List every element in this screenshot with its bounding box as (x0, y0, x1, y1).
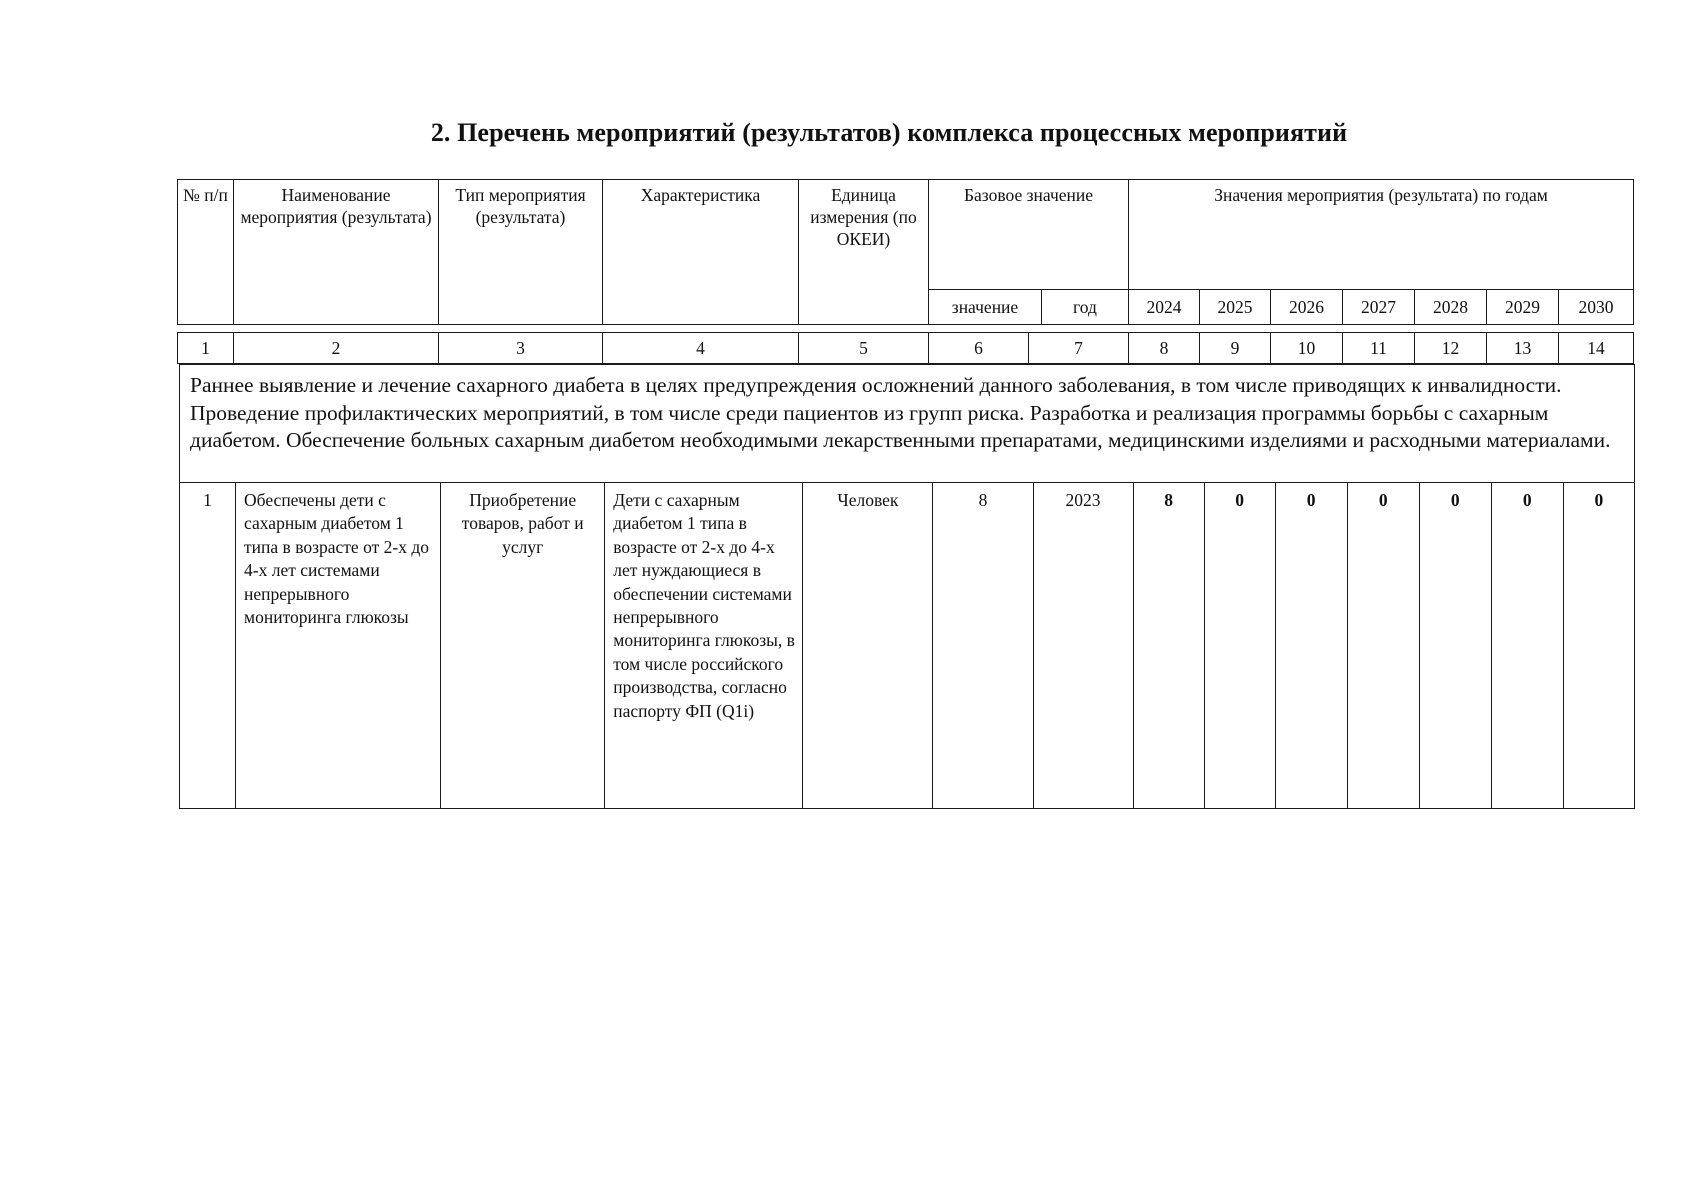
row-value-2025: 0 (1204, 483, 1275, 809)
column-number: 4 (603, 333, 799, 364)
header-base: Базовое значение (929, 180, 1129, 290)
column-numbers-row (177, 332, 1634, 364)
row-base-year: 2023 (1033, 483, 1133, 809)
section-description: Раннее выявление и лечение сахарного диабета в целях предупреждения осложнений данного заболевания, в том числе приводящих к инвалидности. Проведение профилактических мероприятий, в том числе среди пациентов из групп риска. Разработка и реализация программы борьбы с сахарным диабетом. Обеспечение больных сахарным диабетом необходимыми лекарственными препаратами, медицинскими изделиями и расходными материалами. (180, 365, 1635, 483)
header-year: 2026 (1271, 290, 1343, 325)
column-number: 9 (1200, 333, 1271, 364)
header-characteristic: Характеристика (603, 180, 799, 325)
column-number: 5 (799, 333, 929, 364)
header-year: 2028 (1415, 290, 1487, 325)
column-number: 8 (1129, 333, 1200, 364)
row-name: Обеспечены дети с сахарным диабетом 1 типа в возрасте от 2-х до 4-х лет системами непрерывного мониторинга глюкозы (236, 483, 441, 809)
column-number: 6 (929, 333, 1029, 364)
row-base-value: 8 (933, 483, 1033, 809)
header-base-value: значение (929, 290, 1042, 325)
row-value-2027: 0 (1347, 483, 1419, 809)
header-year: 2030 (1559, 290, 1634, 325)
column-number: 1 (178, 333, 234, 364)
header-type: Тип мероприятия (результата) (439, 180, 603, 325)
page-title: 2. Перечень мероприятий (результатов) комплекса процессных мероприятий (430, 118, 1348, 147)
column-number: 13 (1487, 333, 1559, 364)
column-number: 7 (1029, 333, 1129, 364)
row-type: Приобретение товаров, работ и услуг (441, 483, 605, 809)
table-row (180, 483, 1635, 809)
row-value-2028: 0 (1419, 483, 1491, 809)
column-number: 2 (234, 333, 439, 364)
header-year: 2027 (1343, 290, 1415, 325)
column-number: 14 (1559, 333, 1634, 364)
row-value-2029: 0 (1491, 483, 1563, 809)
header-year: 2024 (1129, 290, 1200, 325)
row-value-2024: 8 (1133, 483, 1204, 809)
table-body (179, 364, 1635, 809)
header-year: 2029 (1487, 290, 1559, 325)
header-base-year: год (1042, 290, 1129, 325)
header-unit: Единица измерения (по ОКЕИ) (799, 180, 929, 325)
header-no: № п/п (178, 180, 234, 325)
column-number: 10 (1271, 333, 1343, 364)
table-header (177, 179, 1634, 325)
header-values-by-year: Значения мероприятия (результата) по годам (1129, 180, 1634, 290)
row-no: 1 (180, 483, 236, 809)
header-name: Наименование мероприятия (результата) (234, 180, 439, 325)
row-value-2030: 0 (1563, 483, 1634, 809)
row-characteristic: Дети с сахарным диабетом 1 типа в возрасте от 2-х до 4-х лет нуждающиеся в обеспечении системами непрерывного мониторинга глюкозы, в том числе российского производства, согласно паспорту ФП (Q1i) (605, 483, 803, 809)
header-year: 2025 (1200, 290, 1271, 325)
row-value-2026: 0 (1275, 483, 1347, 809)
column-number: 12 (1415, 333, 1487, 364)
row-unit: Человек (803, 483, 933, 809)
column-number: 11 (1343, 333, 1415, 364)
column-number: 3 (439, 333, 603, 364)
